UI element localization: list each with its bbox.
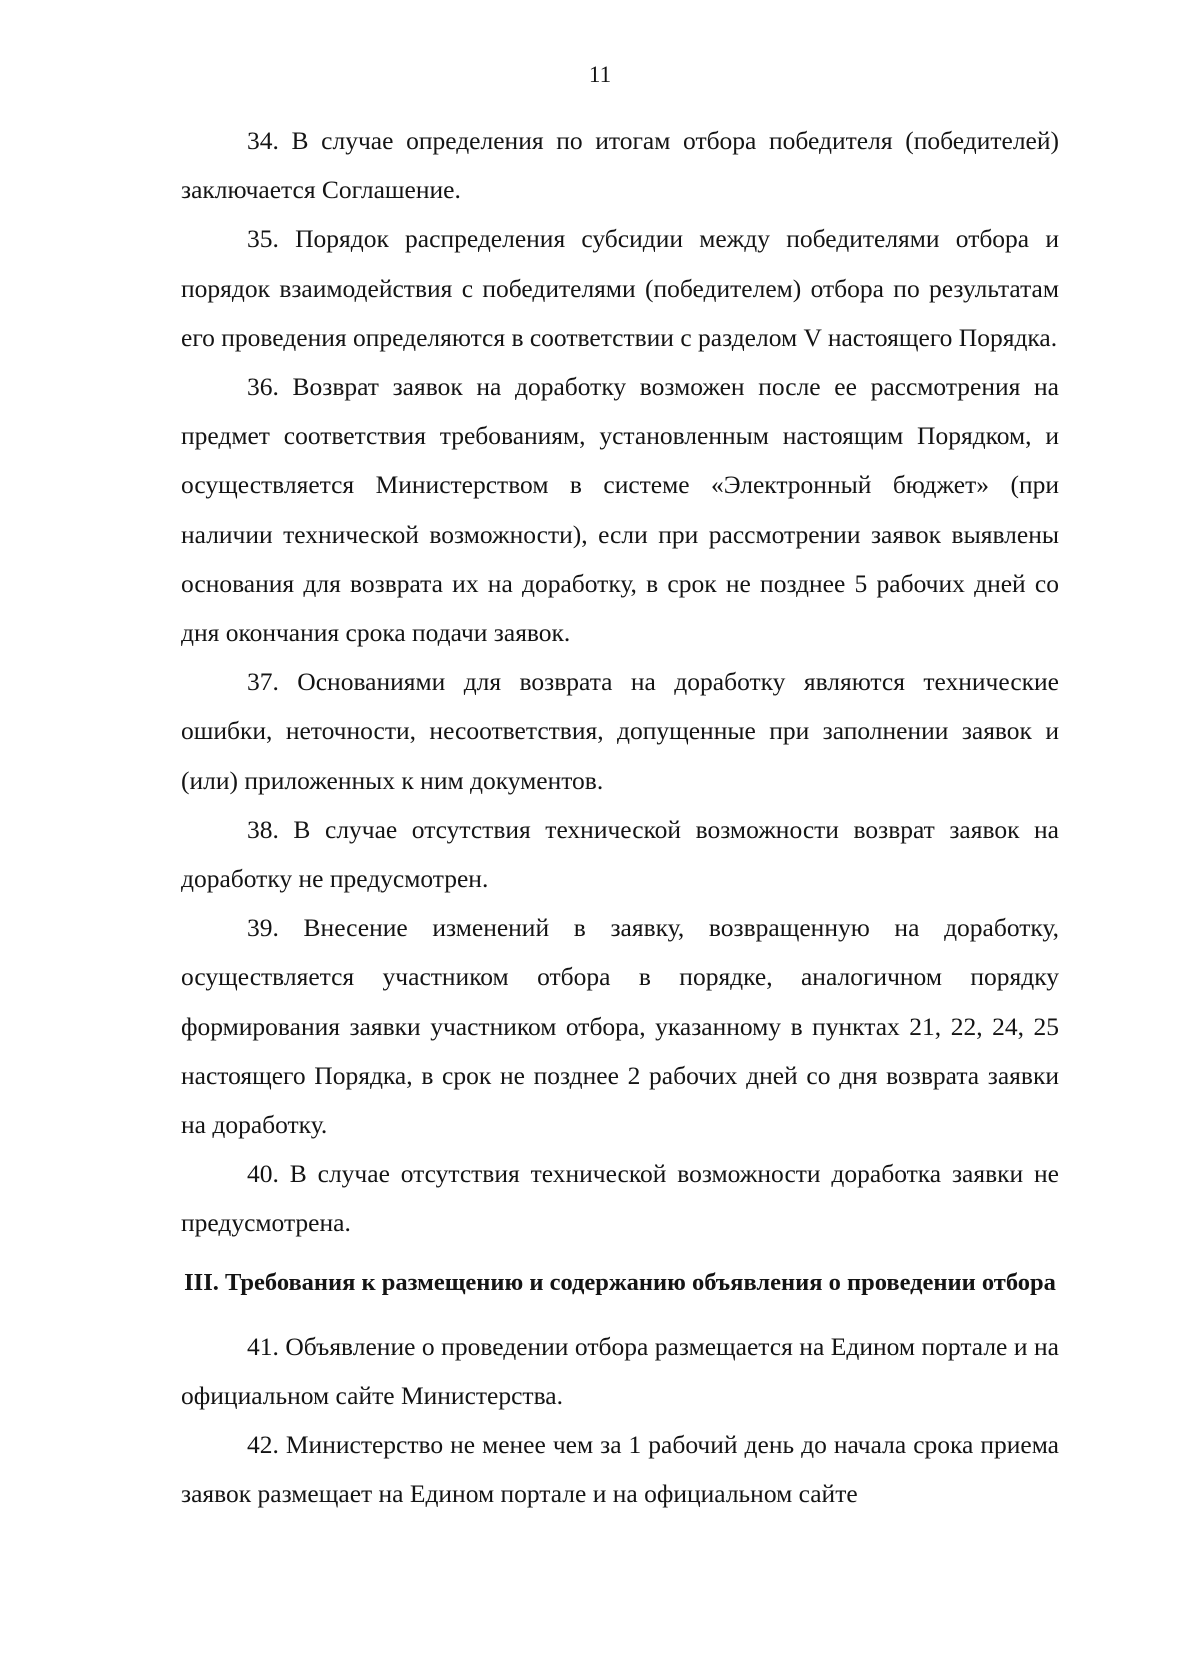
- paragraph-35: 35. Порядок распределения субсидии между победителями отбора и порядок взаимодействия с победителями (победителем) отбора по результатам его проведения определяются в соответствии с разделом V настоящего Порядка.: [181, 224, 1059, 352]
- paragraph-40: 40. В случае отсутствия технической возможности доработка заявки не предусмотрена.: [181, 1159, 1059, 1238]
- document-body: [181, 116, 1059, 1518]
- paragraph-37: 37. Основаниями для возврата на доработку являются технические ошибки, неточности, несоответствия, допущенные при заполнении заявок и (или) приложенных к ним документов.: [181, 667, 1059, 795]
- paragraph-41: 41. Объявление о проведении отбора размещается на Едином портале и на официальном сайте Министерства.: [181, 1331, 1059, 1410]
- paragraph-36: 36. Возврат заявок на доработку возможен после ее рассмотрения на предмет соответствия требованиям, установленным настоящим Порядком, и осуществляется Министерством в системе «Электронный бюджет» (при наличии технической возможности), если при рассмотрении заявок выявлены основания для возврата их на доработку, в срок не позднее 5 рабочих дней со дня окончания срока подачи заявок.: [181, 372, 1059, 648]
- page-number: 11: [588, 62, 612, 87]
- section-heading: III. Требования к размещению и содержанию объявления о проведении отбора: [184, 1268, 1056, 1296]
- paragraph-34: 34. В случае определения по итогам отбора победителя (победителей) заключается Соглашение.: [181, 126, 1059, 205]
- paragraph-39: 39. Внесение изменений в заявку, возвращенную на доработку, осуществляется участником отбора в порядке, аналогичном порядку формирования заявки участником отбора, указанному в пунктах 21, 22, 24, 25 настоящего Порядка, в срок не позднее 2 рабочих дней со дня возврата заявки на доработку.: [181, 913, 1059, 1140]
- paragraph-38: 38. В случае отсутствия технической возможности возврат заявок на доработку не предусмотрен.: [181, 814, 1059, 894]
- paragraph-42: 42. Министерство не менее чем за 1 рабочий день до начала срока приема заявок размещает на Едином портале и на официальном сайте: [181, 1430, 1059, 1509]
